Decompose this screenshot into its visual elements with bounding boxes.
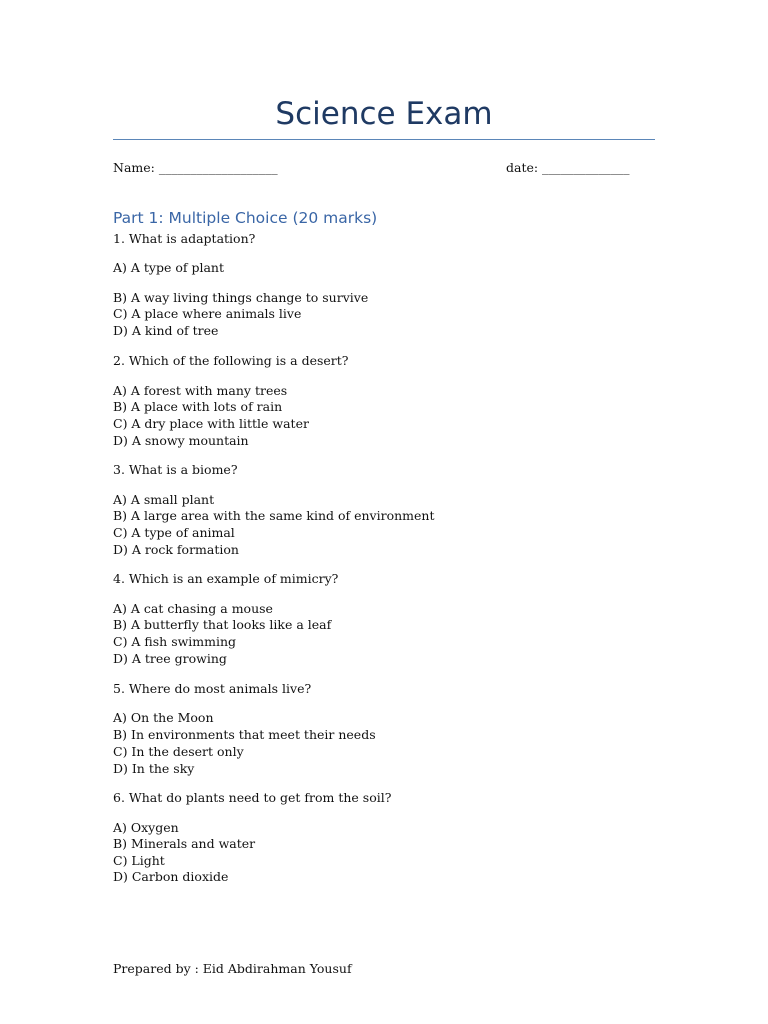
question-1-option-a: A) A type of plant — [113, 260, 224, 275]
question-6-option-b: B) Minerals and water — [113, 836, 256, 851]
name-field: Name: ___________________ — [113, 160, 278, 175]
question-2-option-c: C) A dry place with little water — [113, 416, 309, 431]
question-4-option-a: A) A cat chasing a mouse — [113, 601, 273, 616]
question-6-option-a: A) Oxygen — [113, 820, 179, 835]
question-1-option-c: C) A place where animals live — [113, 306, 302, 321]
question-1: 1. What is adaptation? — [113, 231, 256, 246]
question-2-option-b: B) A place with lots of rain — [113, 399, 283, 414]
question-5-option-c: C) In the desert only — [113, 744, 244, 759]
student-info-row — [113, 159, 655, 177]
question-5-option-d: D) In the sky — [113, 761, 195, 776]
question-3: 3. What is a biome? — [113, 462, 238, 477]
question-6-option-c: C) Light — [113, 853, 165, 868]
question-5: 5. Where do most animals live? — [113, 681, 312, 696]
question-3-option-d: D) A rock formation — [113, 542, 239, 557]
question-5-option-b: B) In environments that meet their needs — [113, 727, 376, 742]
question-5-option-a: A) On the Moon — [113, 710, 214, 725]
date-field: date: ______________ — [506, 160, 630, 175]
question-1-option-d: D) A kind of tree — [113, 323, 219, 338]
question-6: 6. What do plants need to get from the soil? — [113, 790, 392, 805]
question-4-option-d: D) A tree growing — [113, 651, 227, 666]
section-heading: Part 1: Multiple Choice (20 marks) — [113, 209, 378, 227]
question-3-option-b: B) A large area with the same kind of environment — [113, 508, 435, 523]
question-2: 2. Which of the following is a desert? — [113, 353, 349, 368]
question-4: 4. Which is an example of mimicry? — [113, 571, 339, 586]
exam-page — [113, 0, 655, 1024]
question-3-option-a: A) A small plant — [113, 492, 215, 507]
question-1-option-b: B) A way living things change to survive — [113, 290, 369, 305]
question-4-option-c: C) A fish swimming — [113, 634, 237, 649]
question-2-option-a: A) A forest with many trees — [113, 383, 288, 398]
question-3-option-c: C) A type of animal — [113, 525, 235, 540]
title-divider — [113, 139, 655, 140]
author-footer: Prepared by : Eid Abdirahman Yousuf — [113, 961, 352, 976]
question-4-option-b: B) A butterfly that looks like a leaf — [113, 617, 332, 632]
question-6-option-d: D) Carbon dioxide — [113, 869, 229, 884]
page-title: Science Exam — [275, 96, 493, 132]
question-2-option-d: D) A snowy mountain — [113, 433, 249, 448]
